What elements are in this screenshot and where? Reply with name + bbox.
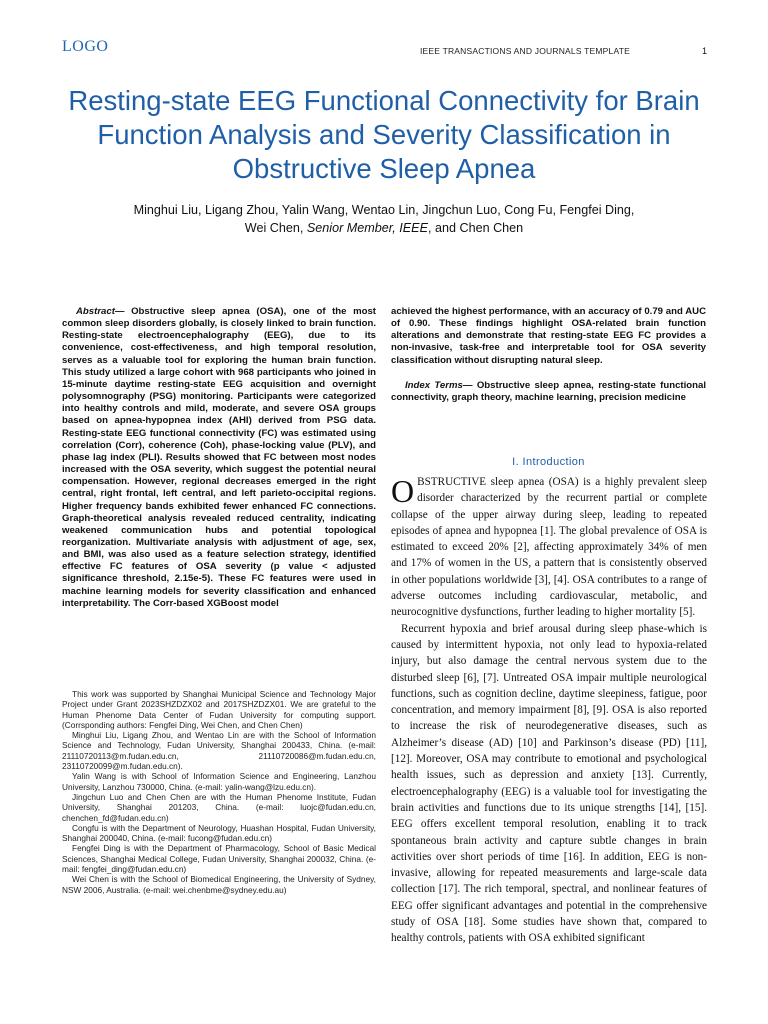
abstract-continuation-block [391,306,706,404]
footnote-affiliation: Minghui Liu, Ligang Zhou, and Wentao Lin are with the School of Information Science and Technology, Fudan University, Shanghai 200433, China. (e-mail: 21110720113@m.fudan.edu.cn, 21110720086@m.fudan.edu.cn, 23110720099@m.fudan.edu.cn). [62,730,376,772]
page-number: 1 [702,46,708,56]
section-heading-introduction: I. Introduction [512,456,585,468]
footnote-affiliation: Yalin Wang is with School of Information Science and Engineering, Lanzhou University, Lanzhou 730000, China. (e-mail: yalin-wang@lzu.edu.cn). [62,771,376,792]
intro-paragraph-1 [391,474,707,621]
footnote-affiliation: Wei Chen is with the School of Biomedical Engineering, the University of Sydney, NSW 2006, Australia. (e-mail: wei.chenbme@sydney.edu.au) [62,874,376,895]
drop-cap: O [391,473,415,509]
author-footnotes [62,689,376,895]
abstract [62,306,376,610]
authors-line2-pre: Wei Chen, [244,221,304,235]
footnote-affiliation: Congfu is with the Department of Neurology, Huashan Hospital, Fudan University, Shanghai 200040, China. (e-mail: fucong@fudan.edu.cn) [62,822,376,844]
index-terms [391,380,706,404]
abstract-continuation: achieved the highest performance, with an accuracy of 0.79 and AUC of 0.90. These findings highlight OSA-related brain function alterations and demonstrate that resting-state EEG FC provides a non-invasive, task-free and interpretable tool for OSA severity classification without disrupting natural sleep. [391,306,706,366]
index-terms-lead: Index Terms [405,379,463,391]
intro-paragraph-1-text: BSTRUCTIVE sleep apnea (OSA) is a highly prevalent sleep disorder characterized by the recurrent partial or complete collapse of the upper airway during sleep, leading to repeated episodes of apnea and hypopnea [1]. The global prevalence of OSA is estimated to exceed 20% [2], affecting approximately 34% of men and 17% of women in the US, a pattern that is consistently observed in other populations worldwide [3], [4]. OSA contributes to a range of adverse outcomes including cardiovascular, metabolic, and neurocognitive dysfunctions, further leading to higher mortality [5]. [391,476,707,619]
journal-logo: LOGO [62,38,109,55]
footnote-affiliation: Fengfei Ding is with the Department of Pharmacology, School of Basic Medical Sciences, Shanghai Medical College, Fudan University, Shanghai 200032, China. (e-mail: fengfei_ding@fudan.edu.cn) [62,843,376,875]
footnote-affiliation: Jingchun Luo and Chen Chen are with the Human Phenome Institute, Fudan University, Shanghai 201203, China. (e-mail: luojc@fudan.edu.cn, chenchen_fd@fudan.edu.cn) [62,791,376,823]
authors-line2-post: , and Chen Chen [427,221,524,235]
abstract-lead: Abstract [76,306,115,317]
footnote-funding: This work was supported by Shanghai Municipal Science and Technology Major Project under Grant 2023SHZDZX02 and 2017SHZDZX01. We are grateful to the Human Phenome Data Center of Fudan University for computing support. (Corrsponding authors: Fengfei Ding, Wei Chen, and Chen Chen) [62,689,376,730]
abstract-text: — Obstructive sleep apnea (OSA), one of the most common sleep disorders globally, is closely linked to brain function. Resting-state electroencephalography (EEG), due to its convenience, cost-effectiveness, and high temporal resolution, serves as a valuable tool for exploring the human brain function. This study utilized a large cohort with 968 participants who joined in 15-minute daytime resting-state EEG acquisition and overnight polysomnography (PSG) monitoring. Participants were categorized into healthy controls and mild, moderate, and severe OSA groups based on apnea-hypopnea index (AHI) derived from PSG data. Resting-state EEG functional connectivity (FC) was estimated using correlation (Corr), coherence (Coh), phase-locking value (PLV), and phase lag index (PLI). Results showed that FC between most nodes increased with the OSA severity, which suggest the potential neural compensation. However, regional decreases emerged in the right central, right frontal, left central, and left parieto-occipital regions. Higher frequency bands exhibited fewer enhanced FC connections. Graph-theoretical analysis revealed reduced centrality, indicating weakened communication hubs and potential topological reorganization. Multivariate analysis with adjustment of age, sex, and BMI, was also used as a feature selection strategy, identified effective FC features of OSA severity (p value < adjusted significance threshold, 2.15e-5). These FC features were used in machine learning models for severity classification and enhanced interpretability. The Corr-based XGBoost model [62,306,376,609]
introduction-body [391,474,707,947]
author-list [60,201,708,237]
index-terms-text: — Obstructive sleep apnea, resting-state functional connectivity, graph theory, machine learning, precision medicine [391,379,706,403]
authors-line1: Minghui Liu, Ligang Zhou, Yalin Wang, Wentao Lin, Jingchun Luo, Cong Fu, Fengfei Ding, [133,203,635,217]
authors-membership: Senior Member, IEEE [306,221,428,235]
running-title: IEEE TRANSACTIONS AND JOURNALS TEMPLATE [420,46,630,56]
paper-title: Resting-state EEG Functional Connectivity for Brain Function Analysis and Severity Classification in Obstructive Sleep Apnea [68,85,700,184]
intro-paragraph-2: Recurrent hypoxia and brief arousal during sleep phase-which is caused by intermittent hypoxia, not only lead to hypoxia-related injury, but also damage the central nervous system due to the disturbed sleep [6], [7]. Untreated OSA impair multiple neurological functions, such as cognition decline, daytime sleepiness, fatigue, poor concentration, and memory impairment [8], [9]. OSA is also reported to increase the risk of neurodegenerative diseases, such as Alzheimer’s disease (AD) [10] and Parkinson’s disease (PD) [11], [12]. Moreover, OSA may contribute to emotional and psychological health issues, such as depression and anxiety [13]. Currently, electroencephalography (EEG) is a valuable tool for investigating the brain activities and functions due to its unique strengths [14], [15]. EEG offers excellent temporal resolution, enabling it to track spontaneous brain activity and capture subtle changes in brain activities over short periods of time [16]. In addition, EEG is non-invasive, allowing for repeated measurements and large-scale data collection [17]. The rich temporal, spectral, and nonlinear features of EEG offer significant advantages and potential in the comprehensive study of OSA [18]. Some studies have shown that, compared to healthy controls, patients with OSA exhibited significant [391,622,707,945]
